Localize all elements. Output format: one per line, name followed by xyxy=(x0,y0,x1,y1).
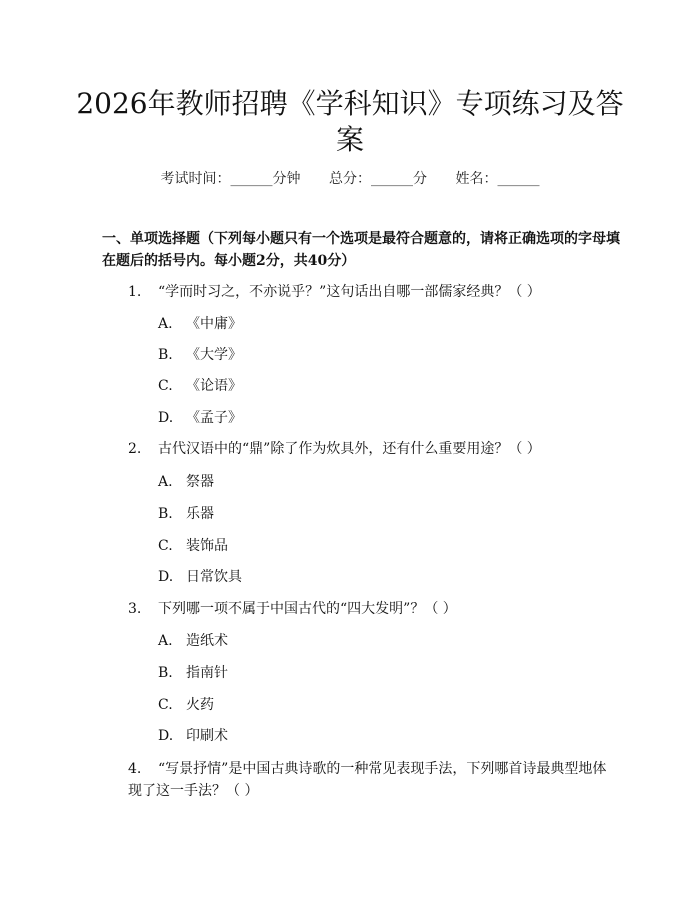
option-text: 火药 xyxy=(186,697,214,713)
option-text: 日常饮具 xyxy=(186,569,242,585)
option-3-b xyxy=(158,663,558,683)
document-title: 2026年教师招聘《学科知识》专项练习及答案 xyxy=(76,87,624,156)
option-text: 《孟子》 xyxy=(186,410,242,426)
option-1-c xyxy=(158,376,558,396)
option-text: 印刷术 xyxy=(186,728,228,744)
question-3 xyxy=(128,598,608,620)
option-2-a xyxy=(158,472,558,492)
question-4 xyxy=(128,758,608,802)
option-letter: B. xyxy=(158,506,173,522)
option-text: 造纸术 xyxy=(186,633,228,649)
option-3-d xyxy=(158,726,558,746)
option-letter: B. xyxy=(158,347,173,363)
option-letter: D. xyxy=(158,569,174,585)
option-2-d xyxy=(158,567,558,587)
exam-time-field: 考试时间：______分钟 xyxy=(160,171,301,187)
option-letter: C. xyxy=(158,538,173,554)
exam-meta-row xyxy=(0,168,700,188)
option-letter: D. xyxy=(158,410,174,426)
name-field: 姓名：______ xyxy=(455,171,540,187)
option-text: 《中庸》 xyxy=(186,316,242,332)
option-letter: B. xyxy=(158,665,173,681)
option-text: 祭器 xyxy=(186,474,214,490)
option-text: 《大学》 xyxy=(186,347,242,363)
question-number: 3. xyxy=(128,601,142,617)
option-letter: A. xyxy=(158,316,173,332)
option-text: 指南针 xyxy=(186,665,228,681)
option-1-d xyxy=(158,408,558,428)
question-text: 古代汉语中的“鼎”除了作为炊具外，还有什么重要用途？（ ） xyxy=(158,441,541,457)
option-text: 乐器 xyxy=(186,506,214,522)
question-2 xyxy=(128,438,608,460)
question-number: 2. xyxy=(128,441,142,457)
question-number: 4. xyxy=(128,761,142,777)
question-text: “学而时习之，不亦说乎？”这句话出自哪一部儒家经典？（ ） xyxy=(158,284,541,300)
option-letter: A. xyxy=(158,633,173,649)
total-score-field: 总分：______分 xyxy=(329,171,427,187)
option-text: 《论语》 xyxy=(186,378,242,394)
option-1-a xyxy=(158,314,558,334)
section-header-single-choice: 一、单项选择题（下列每小题只有一个选项是最符合题意的，请将正确选项的字母填在题后的括号内。每小题2分，共40分） xyxy=(102,231,620,269)
question-1 xyxy=(128,281,608,303)
option-letter: D. xyxy=(158,728,174,744)
option-2-b xyxy=(158,504,558,524)
option-1-b xyxy=(158,345,558,365)
option-letter: A. xyxy=(158,474,173,490)
option-text: 装饰品 xyxy=(186,538,228,554)
option-3-a xyxy=(158,631,558,651)
question-number: 1. xyxy=(128,284,142,300)
question-text: 下列哪一项不属于中国古代的“四大发明”？（ ） xyxy=(158,601,457,617)
option-letter: C. xyxy=(158,378,173,394)
question-text: “写景抒情”是中国古典诗歌的一种常见表现手法，下列哪首诗最典型地体现了这一手法？（ ） xyxy=(128,761,607,799)
option-letter: C. xyxy=(158,697,173,713)
option-2-c xyxy=(158,536,558,556)
option-3-c xyxy=(158,695,558,715)
